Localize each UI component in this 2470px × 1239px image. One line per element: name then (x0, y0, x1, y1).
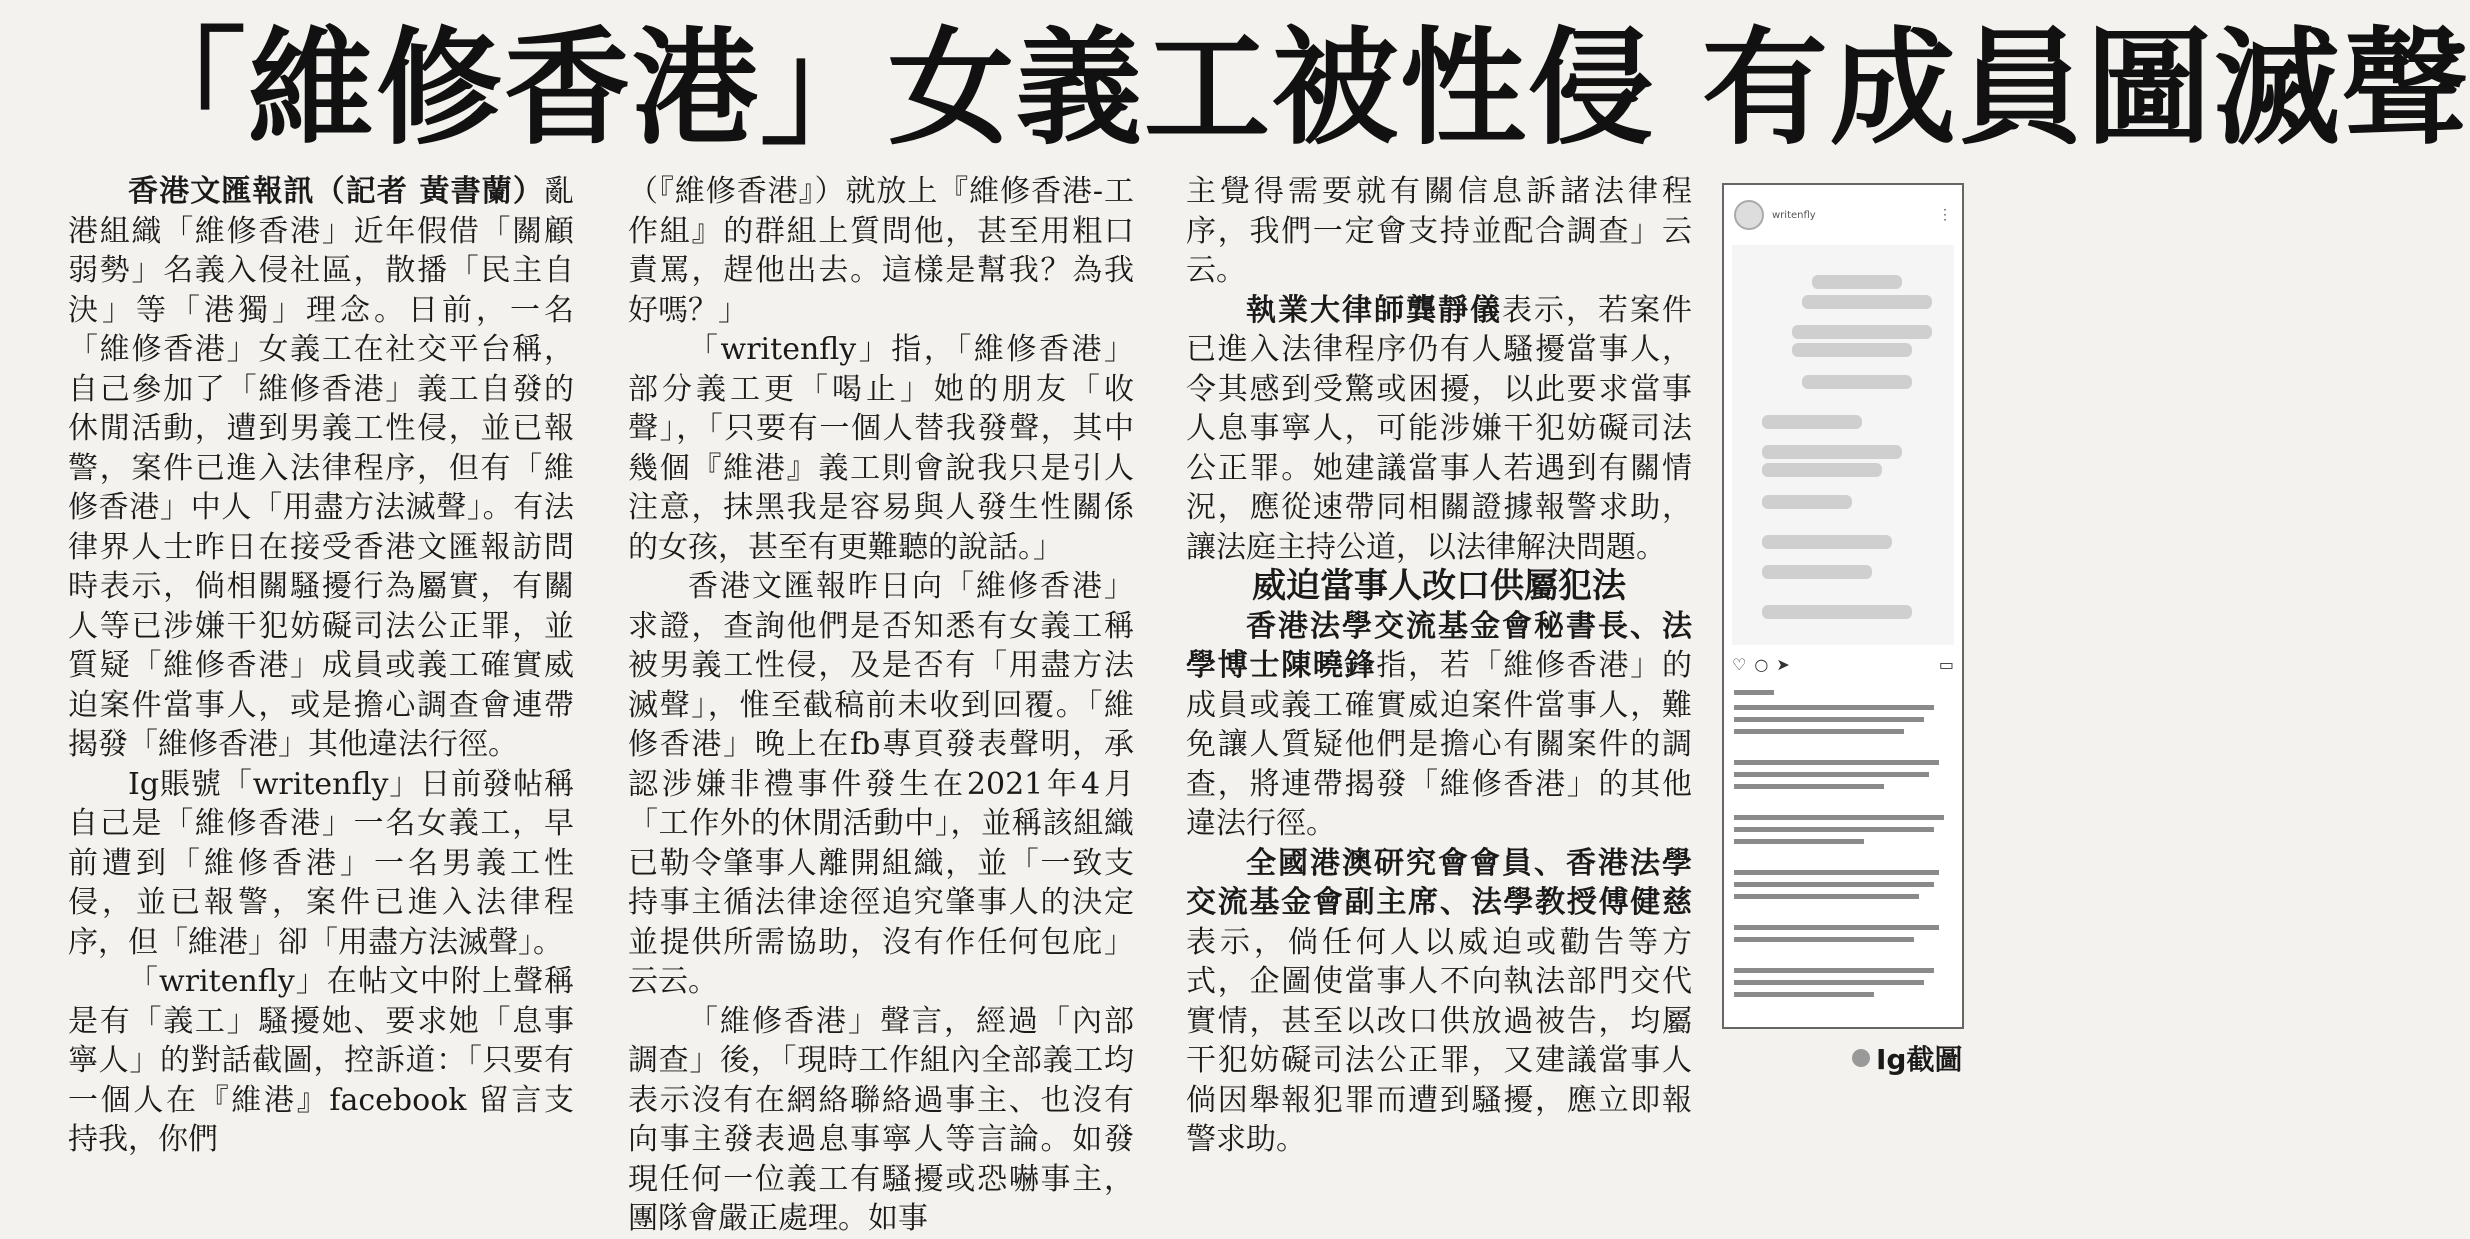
instagram-screenshot (1722, 183, 1964, 1029)
paragraph: 「維修香港」聲言，經過「內部調查」後，「現時工作組內全部義工均表示沒有在網絡聯絡過事主、也沒有向事主發表過息事寧人等言論。如發現任何一位義工有騷擾或恐嚇事主，團隊會嚴正處理。如事 (628, 1003, 1134, 1236)
headline: 「維修香港」女義工被性侵 有成員圖滅聲 (120, 15, 2470, 162)
heart-icon: ♡ (1732, 655, 1747, 674)
paragraph: 香港文匯報訊（記者 黃書蘭）亂港組織「維修香港」近年假借「關顧弱勢」名義入侵社區，散播「民主自決」等「港獨」理念。日前，一名「維修香港」女義工在社交平台稱，自己參加了「維修香港」義工自發的休閒活動，遭到男義工性侵，並已報警，案件已進入法律程序，但有「維修香港」中人「用盡方法滅聲」。有法律界人士昨日在接受香港文匯報訪問時表示，倘相關騷擾行為屬實，有關人等已涉嫌干犯妨礙司法公正罪，並質疑「維修香港」成員或義工確實威迫案件當事人，或是擔心調查會連帶揭發「維修香港」其他違法行徑。 (68, 174, 574, 762)
post-actions (1732, 655, 1954, 675)
column-3 (1186, 172, 1692, 1160)
speaker-name: 香港法學交流基金會秘書長、法學博士陳曉鋒 (1186, 608, 1692, 683)
paragraph: 香港文匯報昨日向「維修香港」求證，查詢他們是否知悉有女義工稱被男義工性侵，及是否有「用盡方法滅聲」，惟至截稿前未收到回覆。「維修香港」晚上在fb專頁發表聲明，承認涉嫌非禮事件發生在2021年4月「工作外的休閒活動中」，並稱該組織已勒令肇事人離開組織，並「一致支持事主循法律途徑追究肇事人的決定並提供所需協助，沒有作任何包庇」云云。 (628, 569, 1134, 999)
speaker-name: 執業大律師龔靜儀 (1246, 292, 1502, 328)
column-2 (628, 172, 1134, 1239)
byline: 香港文匯報訊（記者 黃書蘭） (128, 174, 544, 209)
paragraph: 主覺得需要就有關信息訴諸法律程序，我們一定會支持並配合調查」云云。 (1186, 174, 1692, 288)
share-icon: ➤ (1776, 655, 1790, 674)
paragraph: 「writenfly」指，「維修香港」部分義工更「喝止」她的朋友「收聲」，「只要有一個人替我發聲，其中幾個『維港』義工則會說我只是引人注意，抹黑我是容易與人發生性關係的女孩，甚至有更難聽的說話。」 (628, 332, 1134, 565)
username: writenfly (1772, 209, 1816, 221)
paragraph: Ig賬號「writenfly」日前發帖稱自己是「維修香港」一名女義工，早前遭到「維修香港」一名男義工性侵，並已報警，案件已進入法律程序，但「維港」卻「用盡方法滅聲」。 (68, 766, 574, 960)
post-header (1724, 185, 1962, 245)
paragraph: 全國港澳研究會會員、香港法學交流基金會副主席、法學教授傅健慈表示，倘任何人以威迫或勸告等方式，企圖使當事人不向執法部門交代實情，甚至以改口供放過被告，均屬干犯妨礙司法公正罪，又建議當事人倘因舉報犯罪而遭到騷擾，應立即報警求助。 (1186, 845, 1692, 1157)
column-1 (68, 172, 574, 1160)
speaker-name: 全國港澳研究會會員、香港法學交流基金會副主席、法學教授傅健慈 (1186, 845, 1692, 920)
paragraph: 香港法學交流基金會秘書長、法學博士陳曉鋒指，若「維修香港」的成員或義工確實威迫案件當事人，難免讓人質疑他們是擔心有關案件的調查，將連帶揭發「維修香港」的其他違法行徑。 (1186, 608, 1693, 841)
subheading: 威迫當事人改口供屬犯法 (1252, 566, 1626, 606)
chat-image (1732, 245, 1954, 645)
comment-icon: ○ (1754, 655, 1769, 674)
paragraph: 執業大律師龔靜儀表示，若案件已進入法律程序仍有人騷擾當事人，令其感到受驚或困擾，以此要求當事人息事寧人，可能涉嫌干犯妨礙司法公正罪。她建議當事人若遇到有關情況，應從速帶同相關證據報警求助，讓法庭主持公道，以法律解決問題。 (1186, 292, 1692, 565)
image-caption: Ig截圖 (1852, 1038, 1962, 1078)
paragraph: 「writenfly」在帖文中附上聲稱是有「義工」騷擾她、要求她「息事寧人」的對話截圖，控訴道：「只要有一個人在『維港』facebook 留言支持我，你們 (68, 964, 574, 1157)
avatar (1734, 200, 1764, 230)
paragraph: （『維修香港』）就放上『維修香港-工作組』的群組上質問他，甚至用粗口責罵，趕他出去。這樣是幫我？為我好嗎？」 (628, 174, 1134, 328)
bullet-icon (1852, 1049, 1870, 1067)
more-icon: ⋮ (1938, 207, 1952, 223)
bookmark-icon: ▭ (1938, 655, 1954, 674)
